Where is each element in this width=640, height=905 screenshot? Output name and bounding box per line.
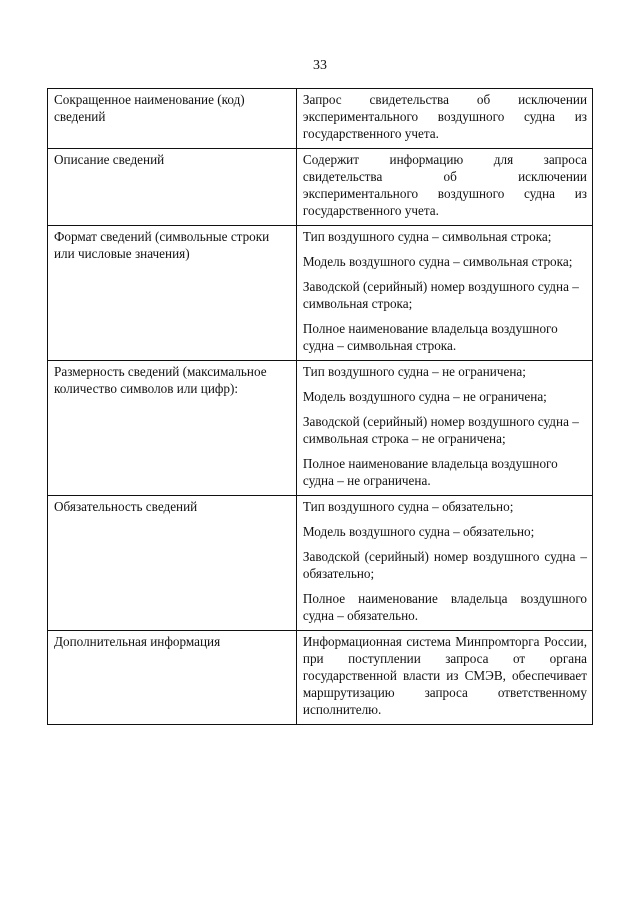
row-label: Размерность сведений (максимальное количество символов или цифр): (48, 361, 297, 496)
value-paragraph: Заводской (серийный) номер воздушного судна – символьная строка; (302, 279, 579, 311)
row-value (296, 496, 592, 631)
value-paragraph: Заводской (серийный) номер воздушного судна – символьная строка – не ограничена; (302, 414, 579, 446)
row-label: Дополнительная информация (48, 631, 297, 725)
row-label: Описание сведений (48, 149, 297, 226)
row-value (296, 89, 592, 149)
value-paragraph: Модель воздушного судна – символьная строка; (302, 254, 573, 269)
value-paragraph: Заводской (серийный) номер воздушного судна – обязательно; (302, 549, 587, 581)
page-number: 33 (313, 58, 327, 73)
table-row (48, 149, 593, 226)
row-value (296, 149, 592, 226)
table-row (48, 89, 593, 149)
row-label: Обязательность сведений (48, 496, 297, 631)
value-paragraph: Полное наименование владельца воздушного судна – символьная строка. (302, 321, 558, 353)
row-label: Сокращенное наименование (код) сведений (48, 89, 297, 149)
value-paragraph: Полное наименование владельца воздушного судна – не ограничена. (302, 456, 558, 488)
table-row (48, 631, 593, 725)
value-paragraph: Тип воздушного судна – обязательно; (302, 499, 514, 514)
table-row (48, 226, 593, 361)
value-paragraph: Модель воздушного судна – не ограничена; (302, 389, 547, 404)
value-paragraph: Модель воздушного судна – обязательно; (302, 524, 535, 539)
row-value (296, 631, 592, 725)
table-row (48, 496, 593, 631)
row-label: Формат сведений (символьные строки или числовые значения) (48, 226, 297, 361)
value-paragraph: Полное наименование владельца воздушного судна – обязательно. (302, 591, 587, 623)
table-row (48, 361, 593, 496)
row-value (296, 361, 592, 496)
info-table (47, 88, 593, 725)
value-paragraph: Запрос свидетельства об исключении экспериментального воздушного судна из государственного учета. (302, 92, 587, 141)
value-paragraph: Тип воздушного судна – символьная строка; (302, 229, 552, 244)
value-paragraph: Содержит информацию для запроса свидетельства об исключении экспериментального воздушного судна из государственного учета. (302, 152, 587, 218)
value-paragraph: Тип воздушного судна – не ограничена; (302, 364, 526, 379)
value-paragraph: Информационная система Минпромторга России, при поступлении запроса от органа государственной власти из СМЭВ, обеспечивает маршрутизацию запроса ответственному исполнителю. (302, 634, 587, 717)
row-value (296, 226, 592, 361)
